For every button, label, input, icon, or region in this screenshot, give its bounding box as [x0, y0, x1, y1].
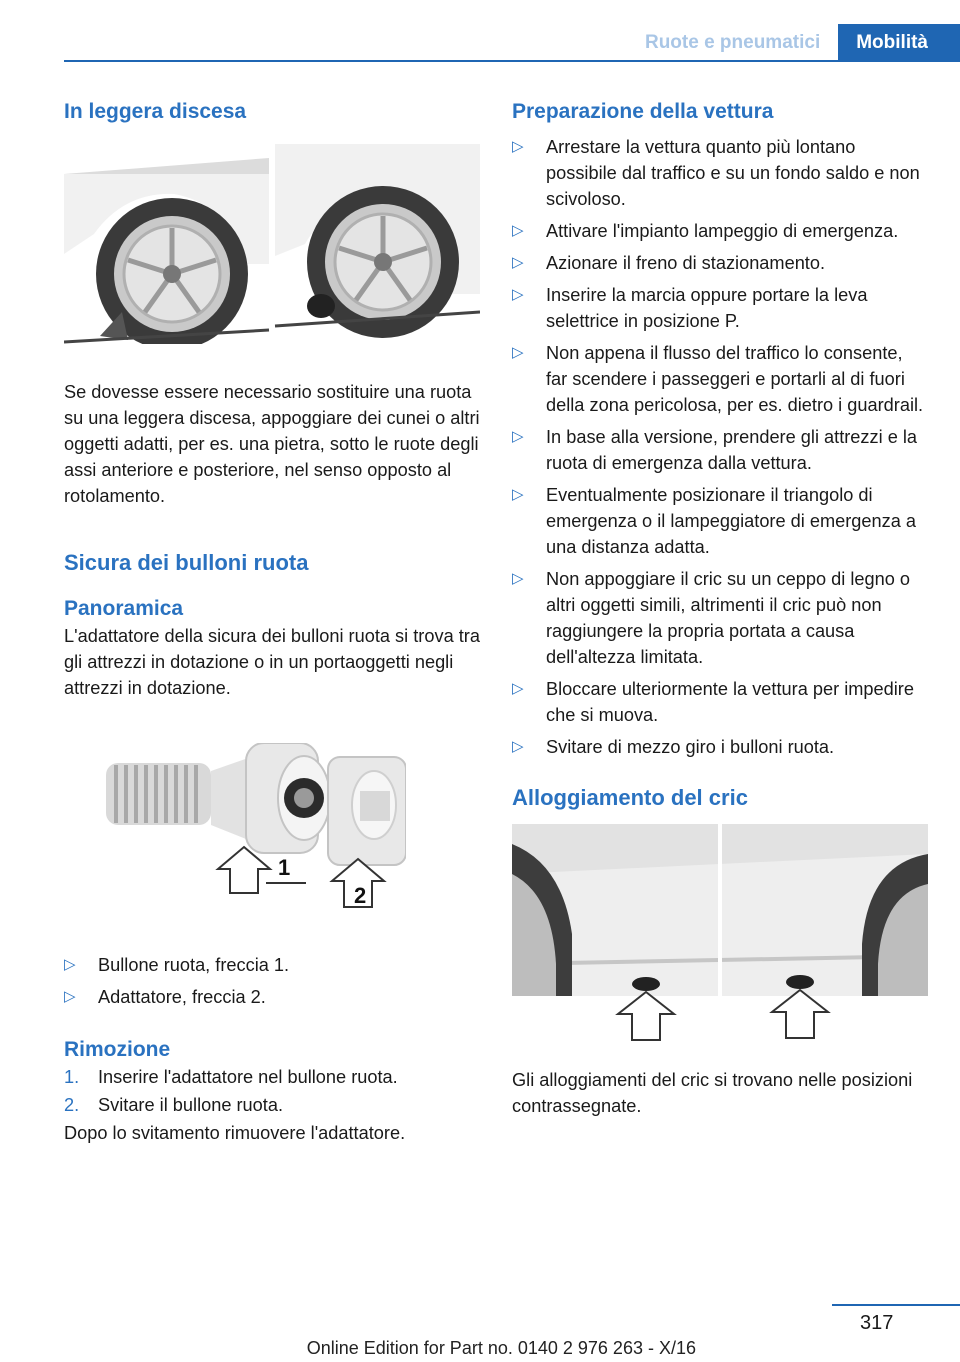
jack-text: Gli alloggiamenti del cric si trovano nelle posizioni contrassegnate. — [512, 1070, 913, 1116]
triangle-right-icon: ▷ — [64, 988, 76, 1005]
left-column — [64, 98, 480, 1146]
wheel-chocks-figure — [64, 144, 480, 344]
list-item: ▷ Azionare il freno di stazionamento. — [512, 250, 928, 276]
figure-legend-list — [64, 952, 480, 1010]
heading-lock: Sicura dei bulloni ruota — [64, 550, 309, 575]
heading-prep: Preparazione della vettura — [512, 100, 774, 123]
wheel-lock-figure — [106, 743, 406, 923]
triangle-right-icon: ▷ — [512, 486, 524, 503]
list-item: ▷ Svitare di mezzo giro i bulloni ruota. — [512, 734, 928, 760]
triangle-right-icon: ▷ — [512, 344, 524, 361]
list-item: ▷ Arrestare la vettura quanto più lontano possibile dal traffico e su un fondo saldo e non scivoloso. — [512, 134, 928, 212]
overview-text: L'adattatore della sicura dei bulloni ruota si trova tra gli attrezzi in dotazione o in un portaoggetti negli attrezzi in dotazione. — [64, 626, 480, 698]
triangle-right-icon: ▷ — [512, 138, 524, 155]
triangle-right-icon: ▷ — [64, 956, 76, 973]
triangle-right-icon: ▷ — [512, 222, 524, 239]
list-item: ▷ Attivare l'impianto lampeggio di emergenza. — [512, 218, 928, 244]
heading-overview: Panoramica — [64, 597, 184, 620]
arrow-1-label: 1 — [278, 855, 291, 880]
slope-text: Se dovesse essere necessario sostituire una ruota su una leggera discesa, appoggiare dei cunei o altri oggetti adatti, per es. una pietra, sotto le ruote degli assi anteriore e posteriore, nel senso opposto al rotolamento. — [64, 382, 480, 506]
arrow-2-label: 2 — [354, 883, 367, 908]
list-item: 1. Inserire l'adattatore nel bullone ruota. — [64, 1067, 398, 1087]
triangle-right-icon: ▷ — [512, 680, 524, 697]
triangle-right-icon: ▷ — [512, 286, 524, 303]
list-item: ▷ Non appena il flusso del traffico lo consente, far scendere i passeggeri e portarli al di fuori della zona pericolosa, per es. dietro i guardrail. — [512, 340, 928, 418]
footer-edition: Online Edition for Part no. 0140 2 976 263 - X/16 — [306, 1338, 696, 1358]
header-chapter-tab[interactable]: Mobilità — [838, 24, 960, 62]
removal-after-text: Dopo lo svitamento rimuovere l'adattatore. — [64, 1123, 406, 1143]
heading-removal: Rimozione — [64, 1038, 171, 1061]
heading-slope: In leggera discesa — [64, 100, 247, 123]
header-tabs — [627, 24, 960, 62]
triangle-right-icon: ▷ — [512, 570, 524, 587]
header-rule — [64, 60, 960, 62]
prep-steps-list — [512, 134, 928, 760]
list-item: ▷ Bullone ruota, freccia 1. — [64, 952, 480, 978]
jack-points-figure — [512, 824, 928, 1042]
page-number: 317 — [860, 1312, 894, 1334]
list-item: ▷ Non appoggiare il cric su un ceppo di legno o altri oggetti simili, altrimenti il cric può non raggiungere la propria portata a causa dell'altezza limitata. — [512, 566, 928, 670]
car-side-photo — [512, 824, 928, 996]
list-item: 2. Svitare il bullone ruota. — [64, 1095, 284, 1115]
list-item: ▷ Adattatore, freccia 2. — [64, 984, 480, 1010]
footer-rule — [832, 1304, 960, 1306]
adapter-graphic — [328, 757, 406, 865]
list-item: ▷ In base alla versione, prendere gli attrezzi e la ruota di emergenza dalla vettura. — [512, 424, 928, 476]
triangle-right-icon: ▷ — [512, 738, 524, 755]
list-item: ▷ Bloccare ulteriormente la vettura per impedire che si muova. — [512, 676, 928, 728]
triangle-right-icon: ▷ — [512, 254, 524, 271]
removal-steps-list — [64, 1064, 480, 1118]
heading-jack: Alloggiamento del cric — [512, 785, 748, 810]
header-section-tab[interactable]: Ruote e pneumatici — [644, 32, 821, 53]
triangle-right-icon: ▷ — [512, 428, 524, 445]
wheel-bolt-graphic — [106, 743, 330, 853]
list-item: ▷ Eventualmente posizionare il triangolo di emergenza o il lampeggiatore di emergenza a una distanza adatta. — [512, 482, 928, 560]
right-column — [512, 98, 928, 1119]
list-item: ▷ Inserire la marcia oppure portare la leva selettrice in posizione P. — [512, 282, 928, 334]
